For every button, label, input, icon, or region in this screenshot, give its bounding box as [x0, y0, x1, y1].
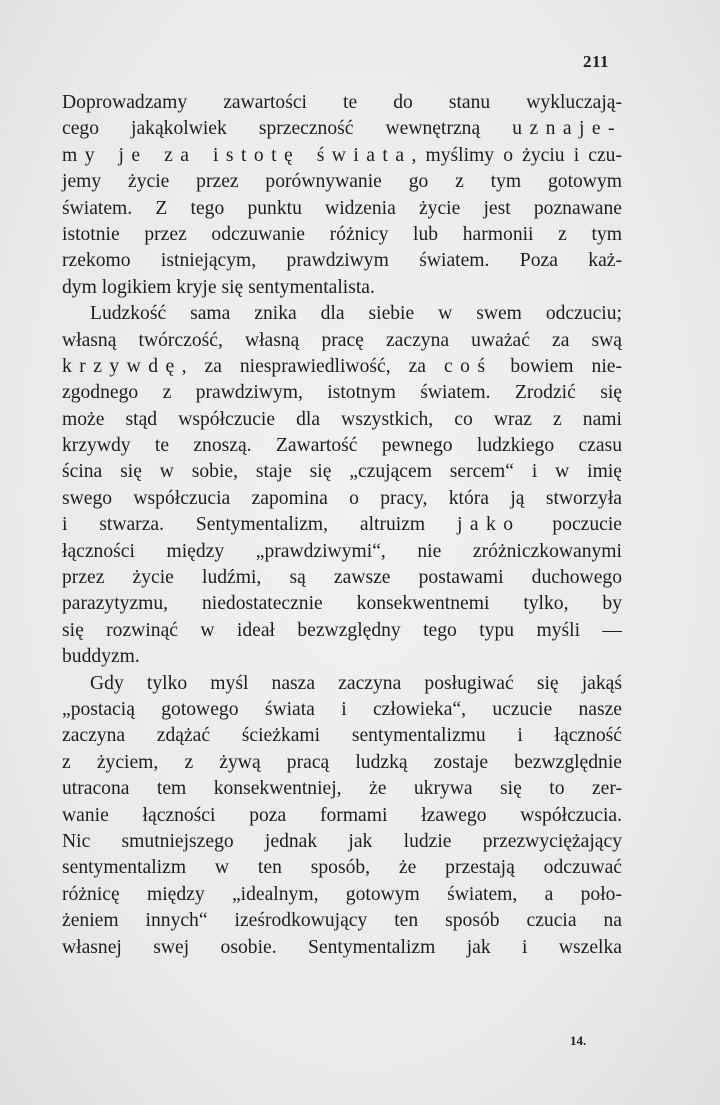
text-line — [62, 486, 622, 512]
text-run: Ludzkość sama znika dla siebie w swem odczuciu; — [90, 303, 622, 325]
text-run: przez życie ludźmi, są zawsze postawami duchowego — [62, 567, 622, 589]
text-line — [62, 116, 622, 142]
text-line — [62, 380, 622, 406]
text-line — [62, 248, 622, 274]
text-line — [62, 829, 622, 855]
text-run: , za niesprawiedliwość, za — [181, 355, 444, 377]
text-run: własnej swej osobie. Sentymentalizm jak i wszelka — [62, 936, 622, 958]
text-run: cego jakąkolwiek sprzeczność wewnętrzną — [62, 118, 513, 140]
text-line — [62, 143, 622, 169]
text-run: i stwarza. Sentymentalizm, altruizm — [62, 514, 457, 536]
text-line — [62, 591, 622, 617]
text-line — [62, 776, 622, 802]
text-line — [62, 354, 622, 380]
text-run: zgodnego z prawdziwym, istotnym światem. Zrodzić się — [62, 382, 622, 404]
signature-mark: 14. — [570, 1033, 587, 1048]
text-line — [62, 618, 622, 644]
text-line — [62, 671, 622, 697]
text-line — [62, 90, 622, 116]
text-line — [62, 512, 622, 538]
text-run: Gdy tylko myśl nasza zaczyna posługiwać się jakąś — [90, 672, 622, 694]
spaced-emphasis: uznaje- — [512, 118, 622, 140]
text-run: , myślimy o życiu i czu- — [411, 144, 622, 166]
text-run: bowiem nie- — [492, 355, 622, 377]
text-run: światem. Z tego punktu widzenia życie jest poznawane — [62, 197, 622, 219]
text-line — [62, 222, 622, 248]
text-run: ścina się w sobie, staje się „czującem sercem“ i w imię — [62, 461, 622, 483]
text-run: z życiem, z żywą pracą ludzką zostaje bezwzględnie — [62, 751, 622, 773]
spaced-emphasis: jako — [457, 514, 521, 536]
text-run: zaczyna zdążać ścieżkami sentymentalizmu i łączność — [62, 725, 622, 747]
text-line — [62, 697, 622, 723]
text-line — [62, 169, 622, 195]
text-run: się rozwinąć w ideał bezwzględny tego typu myśli — — [62, 619, 622, 641]
text-line — [62, 565, 622, 591]
text-line — [62, 723, 622, 749]
spaced-emphasis: coś — [443, 355, 493, 377]
text-line — [62, 750, 622, 776]
text-line — [62, 644, 622, 670]
text-line — [62, 328, 622, 354]
spaced-emphasis: my je za istotę świata — [62, 144, 412, 166]
text-run: Doprowadzamy zawartości te do stanu wykluczają- — [62, 92, 622, 113]
text-run: dym logikiem kryje się sentymentalista. — [62, 276, 375, 298]
text-run: Nic smutniejszego jednak jak ludzie przezwyciężający — [62, 830, 622, 852]
text-line — [62, 803, 622, 829]
text-run: utracona tem konsekwentniej, że ukrywa się to zer- — [62, 778, 622, 800]
text-run: krzywdy te znoszą. Zawartość pewnego ludzkiego czasu — [62, 435, 622, 457]
text-run: sentymentalizm w ten sposób, że przestają odczuwać — [62, 857, 622, 879]
text-line — [62, 407, 622, 433]
text-line — [62, 935, 622, 961]
text-run: żeniem innych“ iześrodkowujący ten sposób czucia na — [62, 910, 622, 932]
text-line — [62, 275, 622, 301]
text-run: swego współczucia zapomina o pracy, która ją stworzyła — [62, 487, 622, 509]
text-line — [62, 433, 622, 459]
page-number: 211 — [583, 52, 610, 71]
text-run: wanie łączności poza formami łzawego współczucia. — [62, 804, 622, 826]
text-line — [62, 539, 622, 565]
text-run: łączności między „prawdziwymi“, nie zróżniczkowanymi — [62, 540, 622, 562]
text-line — [62, 855, 622, 881]
body-text — [62, 90, 622, 961]
text-line — [62, 459, 622, 485]
text-line — [62, 196, 622, 222]
text-run: rzekomo istniejącym, prawdziwym światem. Poza każ- — [62, 250, 622, 272]
text-run: jemy życie przez porównywanie go z tym gotowym — [62, 171, 622, 193]
text-line — [62, 301, 622, 327]
text-run: istotnie przez odczuwanie różnicy lub harmonii z tym — [62, 223, 622, 245]
text-line — [62, 882, 622, 908]
text-run: różnicę między „idealnym, gotowym światem, a poło- — [62, 883, 622, 905]
text-run: buddyzm. — [62, 646, 140, 668]
text-line — [62, 908, 622, 934]
text-run: parazytyzmu, niedostatecznie konsekwentnemi tylko, by — [62, 593, 622, 615]
text-run: poczucie — [520, 514, 622, 536]
text-run: własną twórczość, własną pracę zaczyna uważać za swą — [62, 329, 622, 351]
text-run: „postacią gotowego świata i człowieka“, uczucie nasze — [62, 698, 622, 720]
spaced-emphasis: krzywdę — [62, 355, 182, 377]
text-run: może stąd współczucie dla wszystkich, co wraz z nami — [62, 408, 622, 430]
